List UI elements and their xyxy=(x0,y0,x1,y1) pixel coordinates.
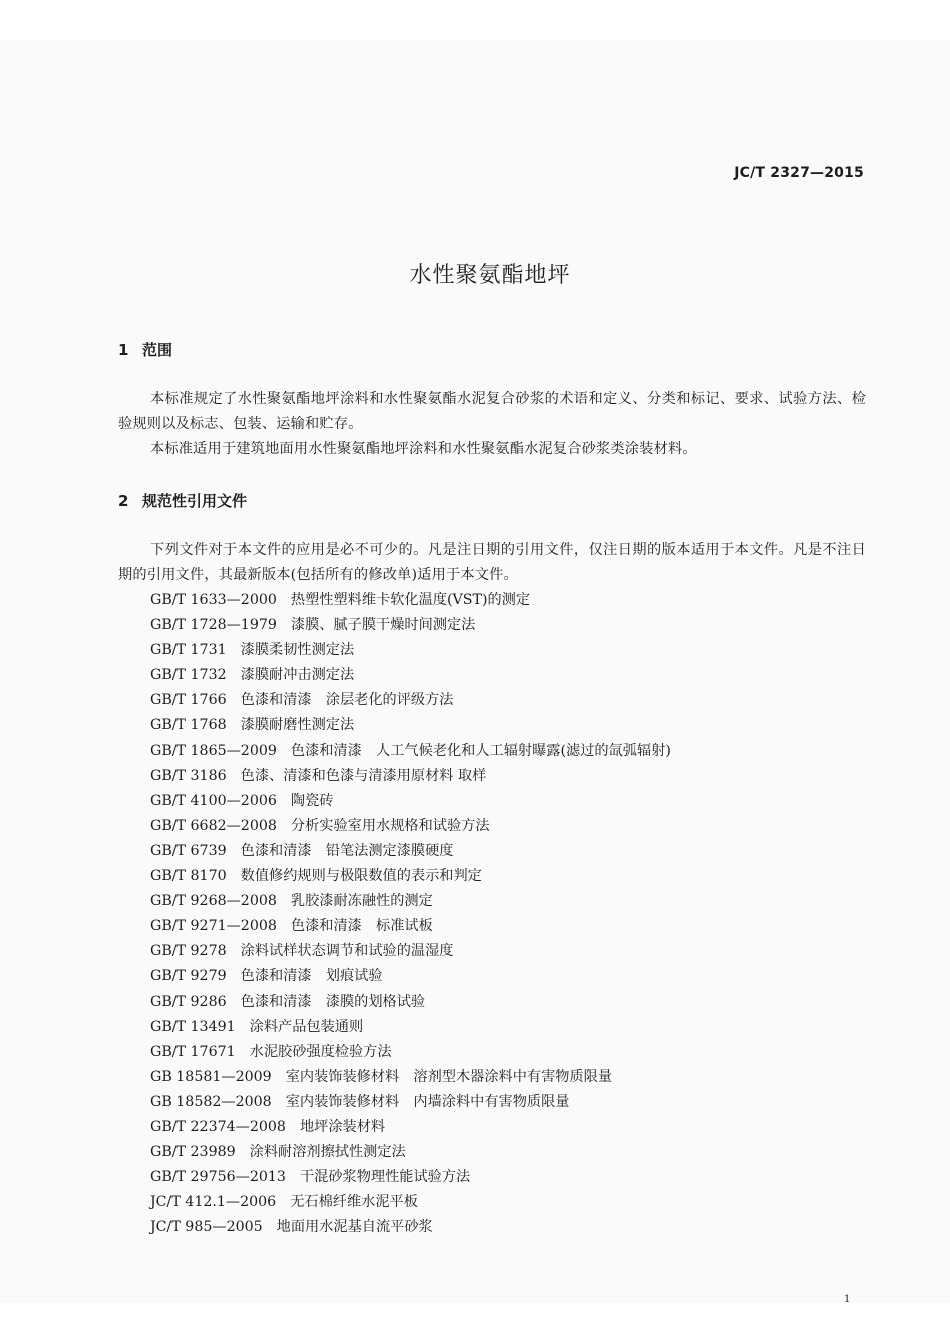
reference-item xyxy=(150,990,671,1015)
reference-code: GB/T 6739 xyxy=(150,842,227,859)
reference-title: 地坪涂装材料 xyxy=(299,1118,386,1135)
reference-title: 色漆、清漆和色漆与清漆用原材料 取样 xyxy=(240,767,487,784)
reference-item xyxy=(150,1165,671,1190)
reference-code: GB/T 9279 xyxy=(150,968,227,985)
page-number: 1 xyxy=(844,1294,851,1305)
reference-title: 涂料耐溶剂擦拭性测定法 xyxy=(249,1144,406,1161)
reference-title: 漆膜耐磨性测定法 xyxy=(240,717,355,734)
reference-item xyxy=(150,1140,671,1165)
reference-title: 数值修约规则与极限数值的表示和判定 xyxy=(240,868,482,885)
reference-title: 干混砂浆物理性能试验方法 xyxy=(299,1169,471,1186)
document-title: 水性聚氨酯地坪 xyxy=(409,263,571,288)
reference-item xyxy=(150,588,671,613)
reference-code: GB/T 9278 xyxy=(150,943,227,960)
reference-title: 色漆和清漆 标准试板 xyxy=(290,918,433,935)
section-1-number: 1 xyxy=(118,341,129,359)
reference-item xyxy=(150,964,671,989)
reference-code: GB/T 9271—2008 xyxy=(150,918,277,935)
section-2-title: 规范性引用文件 xyxy=(142,492,248,510)
reference-code: GB/T 1865—2009 xyxy=(150,742,277,759)
reference-code: GB/T 1728—1979 xyxy=(150,617,277,634)
reference-item xyxy=(150,1065,671,1090)
section-2-heading xyxy=(118,490,247,511)
reference-item xyxy=(150,789,671,814)
reference-title: 色漆和清漆 铅笔法测定漆膜硬度 xyxy=(240,842,454,859)
standard-code: JC/T 2327—2015 xyxy=(734,165,864,181)
reference-code: GB/T 1731 xyxy=(150,642,227,659)
reference-title: 水泥胶砂强度检验方法 xyxy=(249,1043,392,1060)
reference-code: GB/T 8170 xyxy=(150,868,227,885)
reference-item xyxy=(150,814,671,839)
reference-item xyxy=(150,764,671,789)
reference-title: 色漆和清漆 漆膜的划格试验 xyxy=(240,993,426,1010)
reference-code: GB/T 23989 xyxy=(150,1144,236,1161)
reference-code: GB/T 1768 xyxy=(150,717,227,734)
reference-code: GB/T 9286 xyxy=(150,993,227,1010)
section-1-title: 范围 xyxy=(142,341,173,359)
reference-code: JC/T 985—2005 xyxy=(150,1219,263,1236)
reference-item xyxy=(150,663,671,688)
reference-title: 地面用水泥基自流平砂浆 xyxy=(276,1219,433,1236)
reference-item xyxy=(150,839,671,864)
reference-title: 热塑性塑料维卡软化温度(VST)的测定 xyxy=(290,592,531,608)
reference-item xyxy=(150,1115,671,1140)
reference-title: 分析实验室用水规格和试验方法 xyxy=(290,817,490,834)
reference-item xyxy=(150,1190,671,1215)
reference-item xyxy=(150,889,671,914)
reference-code: GB/T 6682—2008 xyxy=(150,817,277,834)
reference-code: JC/T 412.1—2006 xyxy=(150,1194,277,1211)
reference-item xyxy=(150,613,671,638)
reference-item xyxy=(150,914,671,939)
reference-code: GB/T 1732 xyxy=(150,667,227,684)
reference-title: 乳胶漆耐冻融性的测定 xyxy=(290,893,433,910)
reference-item xyxy=(150,1215,671,1240)
reference-code: GB/T 13491 xyxy=(150,1018,236,1035)
reference-item xyxy=(150,713,671,738)
reference-item xyxy=(150,1015,671,1040)
reference-title: 涂料试样状态调节和试验的温湿度 xyxy=(240,943,454,960)
reference-title: 室内装饰装修材料 溶剂型木器涂料中有害物质限量 xyxy=(285,1068,613,1085)
reference-title: 室内装饰装修材料 内墙涂料中有害物质限量 xyxy=(285,1093,570,1110)
reference-title: 色漆和清漆 人工气候老化和人工辐射曝露(滤过的氙弧辐射) xyxy=(290,742,671,759)
references-intro: 下列文件对于本文件的应用是必不可少的。凡是注日期的引用文件，仅注日期的版本适用于本文件。凡是不注日期的引用文件，其最新版本(包括所有的修改单)适用于本文件。 xyxy=(118,542,866,583)
scope-paragraph-2: 本标准适用于建筑地面用水性聚氨酯地坪涂料和水性聚氨酯水泥复合砂浆类涂装材料。 xyxy=(150,441,697,457)
reference-item xyxy=(150,1090,671,1115)
scope-paragraph-1: 本标准规定了水性聚氨酯地坪涂料和水性聚氨酯水泥复合砂浆的术语和定义、分类和标记、要求、试验方法、检验规则以及标志、包装、运输和贮存。 xyxy=(118,391,866,432)
reference-list xyxy=(150,588,671,1240)
reference-title: 色漆和清漆 涂层老化的评级方法 xyxy=(240,692,454,709)
reference-title: 漆膜耐冲击测定法 xyxy=(240,667,355,684)
reference-code: GB/T 9268—2008 xyxy=(150,893,277,910)
reference-title: 色漆和清漆 划痕试验 xyxy=(240,968,383,985)
section-2-number: 2 xyxy=(118,492,129,510)
reference-code: GB/T 3186 xyxy=(150,767,227,784)
reference-item xyxy=(150,939,671,964)
reference-code: GB/T 1633—2000 xyxy=(150,592,277,608)
section-1-heading xyxy=(118,339,172,360)
reference-code: GB/T 17671 xyxy=(150,1043,236,1060)
reference-code: GB/T 4100—2006 xyxy=(150,792,277,809)
reference-title: 漆膜、腻子膜干燥时间测定法 xyxy=(290,617,476,634)
reference-title: 陶瓷砖 xyxy=(290,792,334,809)
reference-code: GB 18581—2009 xyxy=(150,1068,272,1085)
reference-title: 涂料产品包装通则 xyxy=(249,1018,364,1035)
reference-item xyxy=(150,1040,671,1065)
reference-item xyxy=(150,864,671,889)
reference-title: 无石棉纤维水泥平板 xyxy=(290,1194,418,1211)
reference-title: 漆膜柔韧性测定法 xyxy=(240,642,355,659)
reference-code: GB/T 29756—2013 xyxy=(150,1169,286,1186)
reference-code: GB/T 22374—2008 xyxy=(150,1118,286,1135)
reference-code: GB/T 1766 xyxy=(150,692,227,709)
reference-item xyxy=(150,688,671,713)
reference-item xyxy=(150,739,671,764)
reference-code: GB 18582—2008 xyxy=(150,1093,272,1110)
reference-item xyxy=(150,638,671,663)
